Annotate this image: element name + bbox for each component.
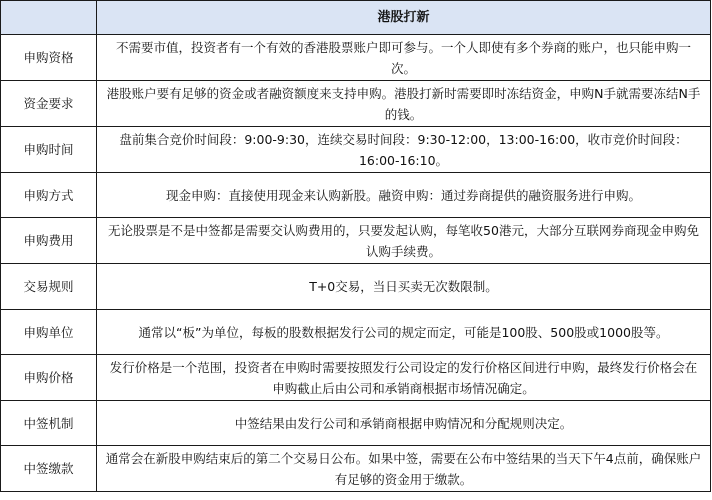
row-label: 申购费用 <box>1 218 97 264</box>
table-row <box>1 218 711 264</box>
row-content: 盘前集合竞价时间段：9:00-9:30，连续交易时间段：9:30-12:00，13:00-16:00，收市竞价时间段：16:00-16:10。 <box>97 127 711 173</box>
table-title: 港股打新 <box>97 1 711 35</box>
row-content: 发行价格是一个范围，投资者在申购时需要按照发行公司设定的发行价格区间进行申购，最终发行价格会在申购截止后由公司和承销商根据市场情况确定。 <box>97 355 711 401</box>
row-content: 通常会在新股申购结束后的第二个交易日公布。如果中签，需要在公布中签结果的当天下午4点前，确保账户有足够的资金用于缴款。 <box>97 446 711 492</box>
table-row <box>1 35 711 81</box>
row-content: 现金申购：直接使用现金来认购新股。融资申购：通过券商提供的融资服务进行申购。 <box>97 173 711 218</box>
table-row <box>1 264 711 310</box>
row-content: 港股账户要有足够的资金或者融资额度来支持申购。港股打新时需要即时冻结资金，申购N手就需要冻结N手的钱。 <box>97 81 711 127</box>
header-empty-cell <box>1 1 97 35</box>
row-label: 资金要求 <box>1 81 97 127</box>
table-row <box>1 127 711 173</box>
row-label: 申购价格 <box>1 355 97 401</box>
table-row <box>1 310 711 355</box>
table-row <box>1 401 711 446</box>
table-row <box>1 173 711 218</box>
row-content: 无论股票是不是中签都是需要交认购费用的，只要发起认购，每笔收50港元，大部分互联网券商现金申购免认购手续费。 <box>97 218 711 264</box>
table-header-row <box>1 1 711 35</box>
row-label: 交易规则 <box>1 264 97 310</box>
table-row <box>1 355 711 401</box>
row-label: 申购资格 <box>1 35 97 81</box>
row-label: 申购时间 <box>1 127 97 173</box>
row-content: T+0交易，当日买卖无次数限制。 <box>97 264 711 310</box>
table-row <box>1 446 711 492</box>
row-content: 中签结果由发行公司和承销商根据申购情况和分配规则决定。 <box>97 401 711 446</box>
row-content: 不需要市值，投资者有一个有效的香港股票账户即可参与。一个人即使有多个券商的账户，也只能申购一次。 <box>97 35 711 81</box>
row-label: 申购方式 <box>1 173 97 218</box>
table-row <box>1 81 711 127</box>
row-label: 中签缴款 <box>1 446 97 492</box>
row-content: 通常以“板”为单位，每板的股数根据发行公司的规定而定，可能是100股、500股或1000股等。 <box>97 310 711 355</box>
row-label: 中签机制 <box>1 401 97 446</box>
row-label: 申购单位 <box>1 310 97 355</box>
